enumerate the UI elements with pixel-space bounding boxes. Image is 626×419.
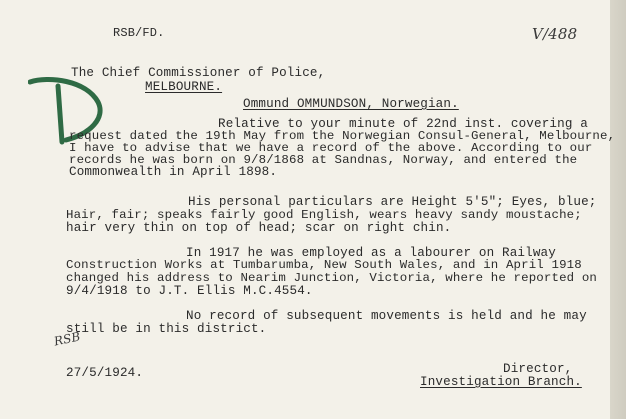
paragraph-2-line-2: Hair, fair; speaks fairly good English, wears heavy sandy moustache; (66, 208, 582, 222)
paragraph-1-line-5: Commonwealth in April 1898. (69, 165, 278, 179)
addressee-line-1: The Chief Commissioner of Police, (71, 66, 326, 80)
paragraph-2-line-3: hair very thin on top of head; scar on right chin. (66, 221, 452, 235)
paragraph-4-line-2: still be in this district. (66, 322, 267, 336)
handwritten-initials: RSB (52, 329, 82, 349)
paragraph-3-line-4: 9/4/1918 to J.T. Ellis M.C.4554. (66, 284, 313, 298)
subject-line: Ommund OMMUNDSON, Norwegian. (243, 97, 459, 111)
file-number-handwritten: V/488 (532, 25, 578, 43)
paragraph-1-line-3: I have to advise that we have a record of the above. According to our (69, 141, 593, 155)
paragraph-3-line-2: Construction Works at Tumbarumba, New South Wales, and in April 1918 (66, 258, 582, 272)
paragraph-1-line-2: request dated the 19th May from the Norwegian Consul-General, Melbourne, (69, 129, 616, 143)
paragraph-2-line-1: His personal particulars are Height 5'5"; Eyes, blue; (188, 195, 597, 209)
signatory-title: Director, (503, 362, 573, 376)
paragraph-1-line-1: Relative to your minute of 22nd inst. covering a (218, 117, 588, 131)
paragraph-3-line-1: In 1917 he was employed as a labourer on Railway (186, 246, 556, 260)
document-date: 27/5/1924. (66, 366, 144, 380)
paragraph-3-line-3: changed his address to Nearim Junction, Victoria, where he reported on (66, 271, 597, 285)
page-edge (610, 0, 626, 419)
signatory-branch: Investigation Branch. (420, 375, 582, 389)
reference-code: RSB/FD. (113, 26, 165, 40)
addressee-line-2: MELBOURNE. (145, 80, 223, 94)
paragraph-4-line-1: No record of subsequent movements is held and he may (186, 309, 587, 323)
paragraph-1-line-4: records he was born on 9/8/1868 at Sandnas, Norway, and entered the (69, 153, 578, 167)
